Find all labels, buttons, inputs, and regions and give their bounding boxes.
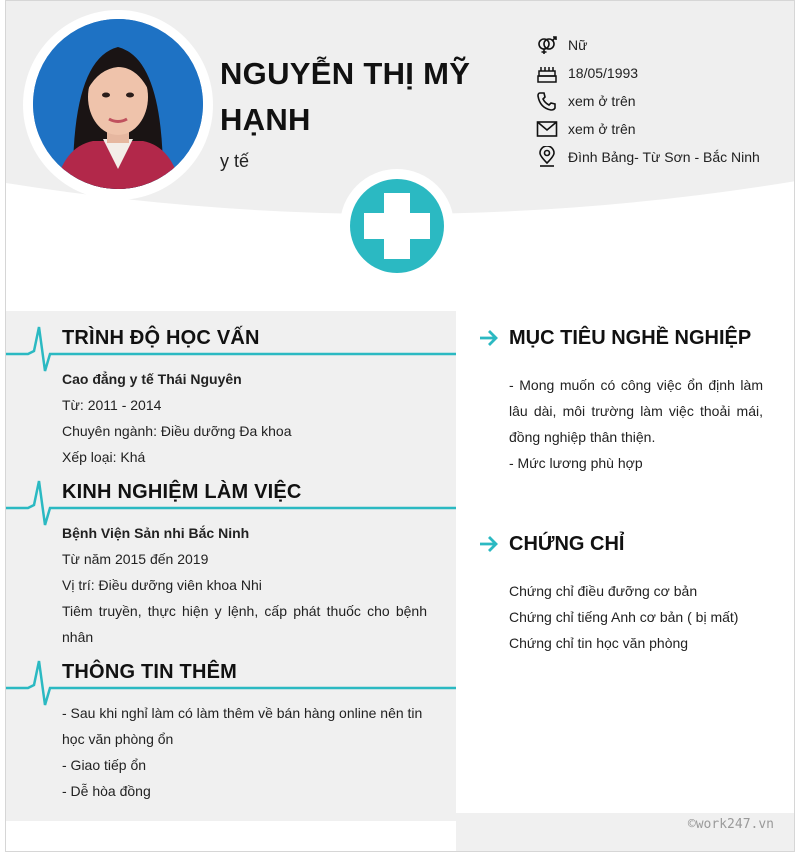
education-grade: Xếp loại: Khá [62, 449, 146, 465]
contact-address [536, 143, 791, 171]
map-pin-icon [536, 146, 558, 168]
education-title: TRÌNH ĐỘ HỌC VẤN [62, 327, 260, 349]
cv-page [5, 0, 795, 852]
certificates-title: CHỨNG CHỈ [509, 533, 625, 555]
education-school: Cao đẳng y tế Thái Nguyên [62, 371, 242, 387]
left-column [6, 311, 456, 821]
arrow-right-icon [478, 534, 500, 554]
avatar [33, 19, 203, 189]
job-title: y tế [220, 151, 250, 171]
experience-title: KINH NGHIỆM LÀM VIỆC [62, 481, 302, 503]
phone-text: xem ở trên [568, 93, 636, 109]
arrow-right-icon [478, 328, 500, 348]
objective-line-2: - Mức lương phù hợp [509, 455, 643, 471]
additional-title: THÔNG TIN THÊM [62, 661, 238, 683]
gender-text: Nữ [568, 37, 588, 53]
experience-company: Bệnh Viện Sản nhi Bắc Ninh [62, 525, 250, 541]
additional-line-2: - Giao tiếp ổn [62, 757, 147, 773]
objective-line-1: - Mong muốn có công việc ổn định làm lâu dài, môi trường làm việc thoải mái, đồng nghiệp thân thiện. [509, 377, 763, 445]
medical-cross-icon [350, 179, 444, 273]
additional-line-1: - Sau khi nghỉ làm có làm thêm về bán hàng online nên tin học văn phòng ổn [62, 705, 423, 747]
birthday-cake-icon [536, 62, 558, 84]
experience-period: Từ năm 2015 đến 2019 [62, 551, 209, 567]
email-text: xem ở trên [568, 121, 636, 137]
watermark-text: ©work247.vn [687, 817, 774, 832]
contact-gender [536, 31, 791, 59]
certificate-item: Chứng chỉ tiếng Anh cơ bản ( bị mất) [509, 609, 739, 625]
phone-icon [536, 90, 558, 112]
contact-info [536, 31, 791, 171]
birthday-text: 18/05/1993 [568, 65, 639, 81]
experience-duties: Tiêm truyền, thực hiện y lệnh, cấp phát thuốc cho bệnh nhân [62, 603, 427, 645]
envelope-icon [536, 118, 558, 140]
contact-phone [536, 87, 791, 115]
gender-icon [536, 34, 558, 56]
address-text: Đình Bảng- Từ Sơn - Bắc Ninh [568, 149, 760, 165]
education-major: Chuyên ngành: Điều dưỡng Đa khoa [62, 423, 292, 439]
contact-email [536, 115, 791, 143]
certificate-item: Chứng chỉ tin học văn phòng [509, 635, 689, 651]
experience-position: Vị trí: Điều dưỡng viên khoa Nhi [62, 577, 262, 593]
certificate-item: Chứng chỉ điều đưỡng cơ bản [509, 583, 698, 599]
additional-line-3: - Dễ hòa đồng [62, 783, 151, 799]
education-period: Từ: 2011 - 2014 [62, 397, 162, 413]
objective-title: MỤC TIÊU NGHỀ NGHIỆP [509, 327, 752, 349]
candidate-name: NGUYỄN THỊ MỸ HẠNH [220, 56, 471, 137]
watermark-bar [456, 813, 795, 852]
contact-birthday [536, 59, 791, 87]
